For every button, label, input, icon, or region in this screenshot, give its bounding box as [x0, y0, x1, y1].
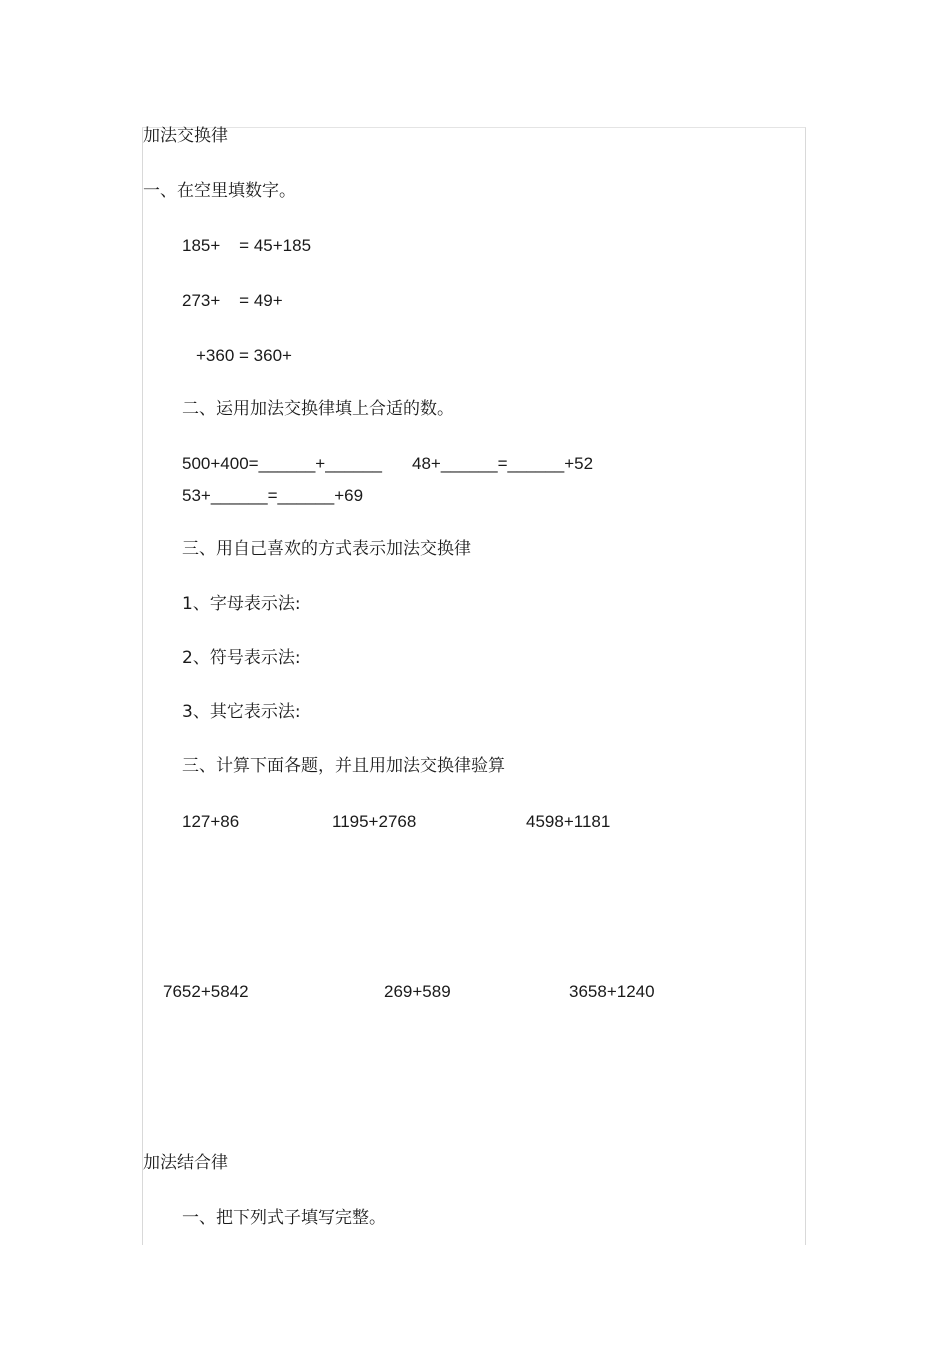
- calc-item-6: 3658+1240: [569, 982, 655, 1001]
- section-title-commutative: 加法交换律: [143, 126, 228, 146]
- calc-item-1: 127+86: [182, 812, 240, 831]
- question-3-item-3: 3、其它表示法:: [182, 702, 301, 722]
- question-2-heading: 二、运用加法交换律填上合适的数。: [182, 399, 454, 419]
- question-2-line-1b: 48+______=______+52: [412, 454, 594, 473]
- question-3-heading: 三、用自己喜欢的方式表示加法交换律: [182, 539, 471, 559]
- question-1-line-2: 273+ = 49+: [182, 291, 283, 310]
- question-3-item-2: 2、符号表示法:: [182, 648, 301, 668]
- question-2-line-2: 53+______=______+69: [182, 486, 364, 505]
- section-title-associative: 加法结合律: [143, 1153, 228, 1173]
- section-2-question-1-heading: 一、把下列式子填写完整。: [182, 1208, 386, 1228]
- calc-item-4: 7652+5842: [163, 982, 249, 1001]
- question-1-heading: 一、在空里填数字。: [143, 181, 296, 201]
- question-2-line-1a: 500+400=______+______: [182, 454, 382, 473]
- calc-item-5: 269+589: [384, 982, 451, 1001]
- calc-item-2: 1195+2768: [332, 812, 417, 831]
- question-1-line-1: 185+ = 45+185: [182, 236, 312, 255]
- question-1-line-3: +360 = 360+: [196, 346, 292, 365]
- question-4-heading: 三、计算下面各题，并且用加法交换律验算: [182, 756, 505, 776]
- question-3-item-1: 1、字母表示法:: [182, 594, 301, 614]
- calc-item-3: 4598+1181: [526, 812, 611, 831]
